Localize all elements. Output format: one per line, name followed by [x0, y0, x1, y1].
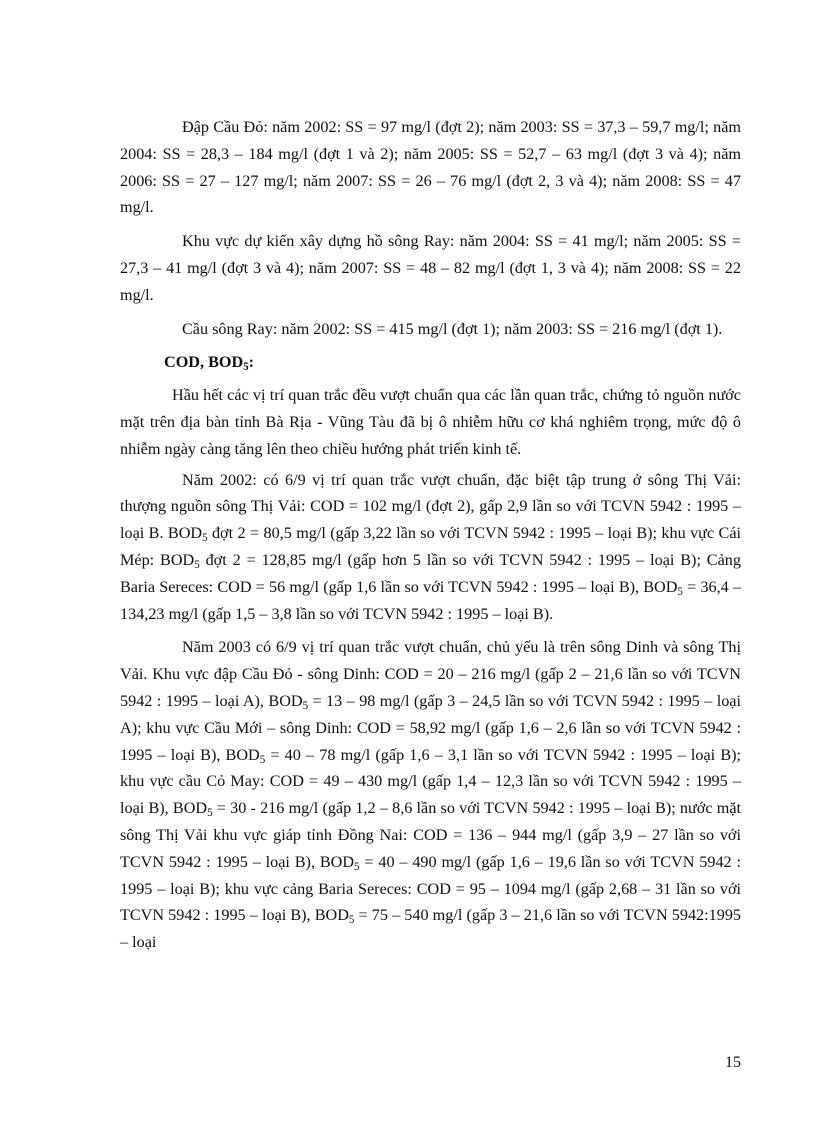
paragraph-2003: [120, 634, 741, 956]
text-run: = 75 – 540 mg/l (gấp 3 – 21,6 lần so với TCVN 5942:1995 – loại: [120, 906, 742, 952]
section-heading-cod-bod5: [120, 349, 741, 376]
text-run: đợt 2 = 80,5 mg/l (gấp 3,22 lần so với TCVN 5942 : 1995 – loại B); khu vực Cái Mép: BOD: [120, 524, 741, 569]
paragraph-intro: Hầu hết các vị trí quan trắc đều vượt chuẩn qua các lần quan trắc, chứng tỏ nguồn nước mặt trên địa bàn tỉnh Bà Rịa - Vũng Tàu đã bị ô nhiễm hữu cơ khá nghiêm trọng, mức độ ô nhiễm ngày càng tăng lên theo chiều hướng phát triển kinh tế.: [120, 386, 741, 458]
subscript: 5: [354, 860, 360, 873]
page-number: 15: [725, 1054, 741, 1071]
page-content: [120, 114, 741, 963]
text-run: = 30 - 216 mg/l (gấp 1,2 – 8,6 lần so với TCVN 5942 : 1995 – loại B); nước mặt sông Thị Vải khu vực giáp tỉnh Đồng Nai: COD = 136 – 944 mg/l (gấp 3,9 – 27 lần so với TCVN 5942 : 1995 – loại B), BOD: [120, 799, 742, 871]
paragraph-2002: [120, 467, 741, 628]
subscript: 5: [302, 700, 309, 713]
paragraph-cau-song-ray: Cầu sông Ray: năm 2002: SS = 415 mg/l (đợt 1); năm 2003: SS = 216 mg/l (đợt 1).: [182, 319, 723, 338]
subscript: 5: [207, 807, 213, 820]
text-run: đợt 2 = 128,85 mg/l (gấp hơn 5 lần so với TCVN 5942 : 1995 – loại B); Cảng Baria Sereces: COD = 56 mg/l (gấp 1,6 lần so với TCVN 5942 : 1995 – loại B), BOD: [120, 550, 741, 596]
text-run: = 13 – 98 mg/l (gấp 3 – 24,5 lần so với TCVN 5942 : 1995 – loại A); khu vực Cầu Mới – sông Dinh: COD = 58,92 mg/l (gấp 1,6 – 2,6 lần so với TCVN 5942 : 1995 – loại B), BOD: [120, 691, 741, 764]
text-run: Năm 2002: có 6/9 vị trí quan trắc vượt chuẩn, đặc biệt tập trung ở sông Thị Vải: thượng nguồn sông Thị Vải: COD = 102 mg/l (đợt 2), gấp 2,9 lần so với TCVN 5942 : 1995 – loại B. BOD: [120, 470, 741, 543]
paragraph-dap-cau-do: Đập Cầu Đỏ: năm 2002: SS = 97 mg/l (đợt 2); năm 2003: SS = 37,3 – 59,7 mg/l; năm 2004: SS = 28,3 – 184 mg/l (đợt 1 và 2); năm 2005: SS = 52,7 – 63 mg/l (đợt 3 và 4); năm 2006: SS = 27 – 127 mg/l; năm 2007: SS = 26 – 76 mg/l (đợt 2, 3 và 4); năm 2008: SS = 47 mg/l.: [120, 118, 741, 217]
heading-text: COD, BOD: [164, 353, 244, 372]
paragraph-ho-song-ray: Khu vực dự kiến xây dựng hồ sông Ray: năm 2004: SS = 41 mg/l; năm 2005: SS = 27,3 – 41 mg/l (đợt 3 và 4); năm 2007: SS = 48 – 82 mg/l (đợt 1, 3 và 4); năm 2008: SS = 22 mg/l.: [120, 232, 741, 304]
heading-suffix: :: [248, 353, 255, 372]
subscript: 5: [677, 585, 683, 598]
text-run: = 40 – 78 mg/l (gấp 1,6 – 3,1 lần so với TCVN 5942 : 1995 – loại B); khu vực cầu Cỏ May: COD = 49 – 430 mg/l (gấp 1,4 – 12,3 lần so với TCVN 5942 : 1995 – loại B), BOD: [120, 745, 742, 818]
subscript: 5: [202, 532, 208, 545]
subscript: 5: [259, 753, 266, 766]
subscript: 5: [194, 559, 200, 572]
subscript: 5: [348, 914, 355, 927]
text-run: Năm 2003 có 6/9 vị trí quan trắc vượt chuẩn, chủ yếu là trên sông Dinh và sông Thị Vải. Khu vực đập Cầu Đỏ - sông Dinh: COD = 20 – 216 mg/l (gấp 2 – 21,6 lần so với TCVN 5942 : 1995 – loại A), BOD: [120, 638, 741, 710]
heading-subscript: 5: [243, 361, 249, 374]
text-run: = 40 – 490 mg/l (gấp 1,6 – 19,6 lần so với TCVN 5942 : 1995 – loại B); khu vực cảng Baria Sereces: COD = 95 – 1094 mg/l (gấp 2,68 – 31 lần so với TCVN 5942 : 1995 – loại B), BOD: [120, 852, 741, 925]
text-run: = 36,4 – 134,23 mg/l (gấp 1,5 – 3,8 lần so với TCVN 5942 : 1995 – loại B).: [120, 577, 741, 623]
